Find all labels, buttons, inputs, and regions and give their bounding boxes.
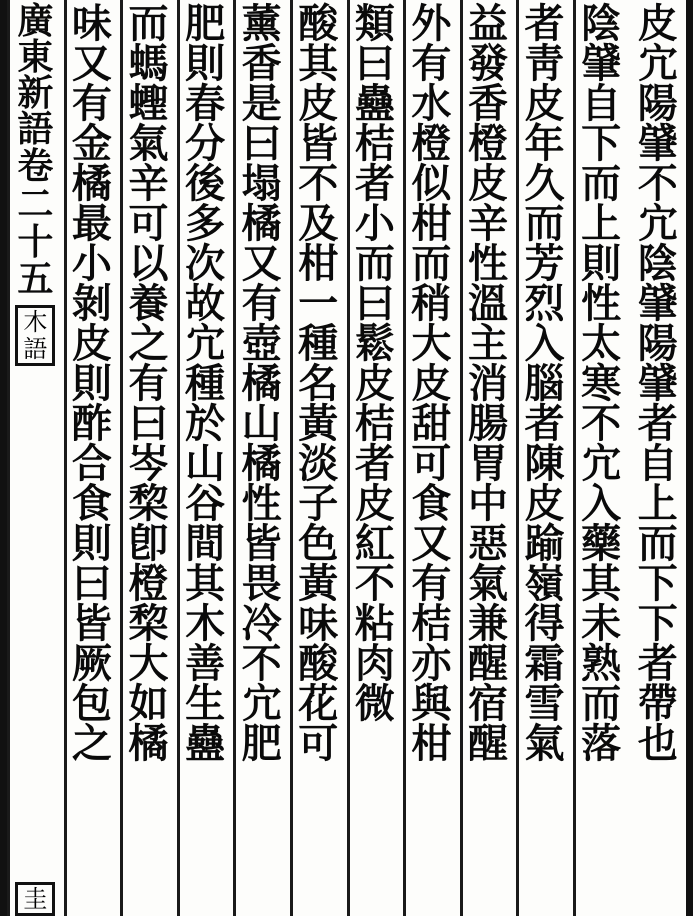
column-text: 而螞蟶氣辛可以養之有曰岑棃卽橙棃大如橘 [128, 1, 169, 767]
column-text: 益發香橙皮辛性溫主消腸胃中惡氣兼醒宿醒 [467, 1, 508, 767]
page-mark: 圭 [15, 882, 55, 916]
page-frame-rule-right [686, 0, 693, 916]
text-column-7 [290, 0, 347, 916]
column-text: 肥則春分後多次故宂種於山谷間其木善生蠱 [185, 1, 226, 767]
text-column-3 [516, 0, 573, 916]
page-frame-rule-left [0, 0, 7, 916]
book-title: 廣東新語 [17, 1, 54, 150]
text-column-1 [629, 0, 686, 916]
column-text: 外有水橙似柑而稍大皮甜可食又有桔亦與柑 [411, 1, 452, 767]
column-text: 者靑皮年久而芳烈入腦者陳皮踰嶺得霜雪氣 [524, 1, 565, 767]
volume-label: 卷二十五 [17, 146, 54, 301]
column-text: 味又有金橘最小剝皮則酢合食則曰皆厥包之 [71, 1, 112, 767]
column-text: 陰肈自下而上則性太寒不宂入藥其未熟而落 [581, 1, 622, 767]
column-text: 皮宂陽肈不宂陰肈陽肈者自上而下下者帶也 [637, 1, 678, 767]
column-text: 薰香是曰塌橘又有壺橘山橘性皆畏冷不宂肥 [241, 1, 282, 767]
text-column-container [7, 0, 686, 916]
text-column-11 [64, 0, 121, 916]
column-text: 類曰蠱桔者小而曰鬆皮桔者皮紅不粘肉微 [354, 1, 395, 727]
section-mark: 木語 [15, 305, 55, 366]
text-column-8 [233, 0, 290, 916]
text-column-5 [403, 0, 460, 916]
column-text: 酸其皮皆不及柑一種名黃淡子色黃味酸花可 [298, 1, 339, 767]
text-column-10 [120, 0, 177, 916]
title-column [7, 0, 64, 916]
text-column-9 [177, 0, 234, 916]
text-column-2 [573, 0, 630, 916]
text-column-6 [347, 0, 404, 916]
text-column-4 [460, 0, 517, 916]
